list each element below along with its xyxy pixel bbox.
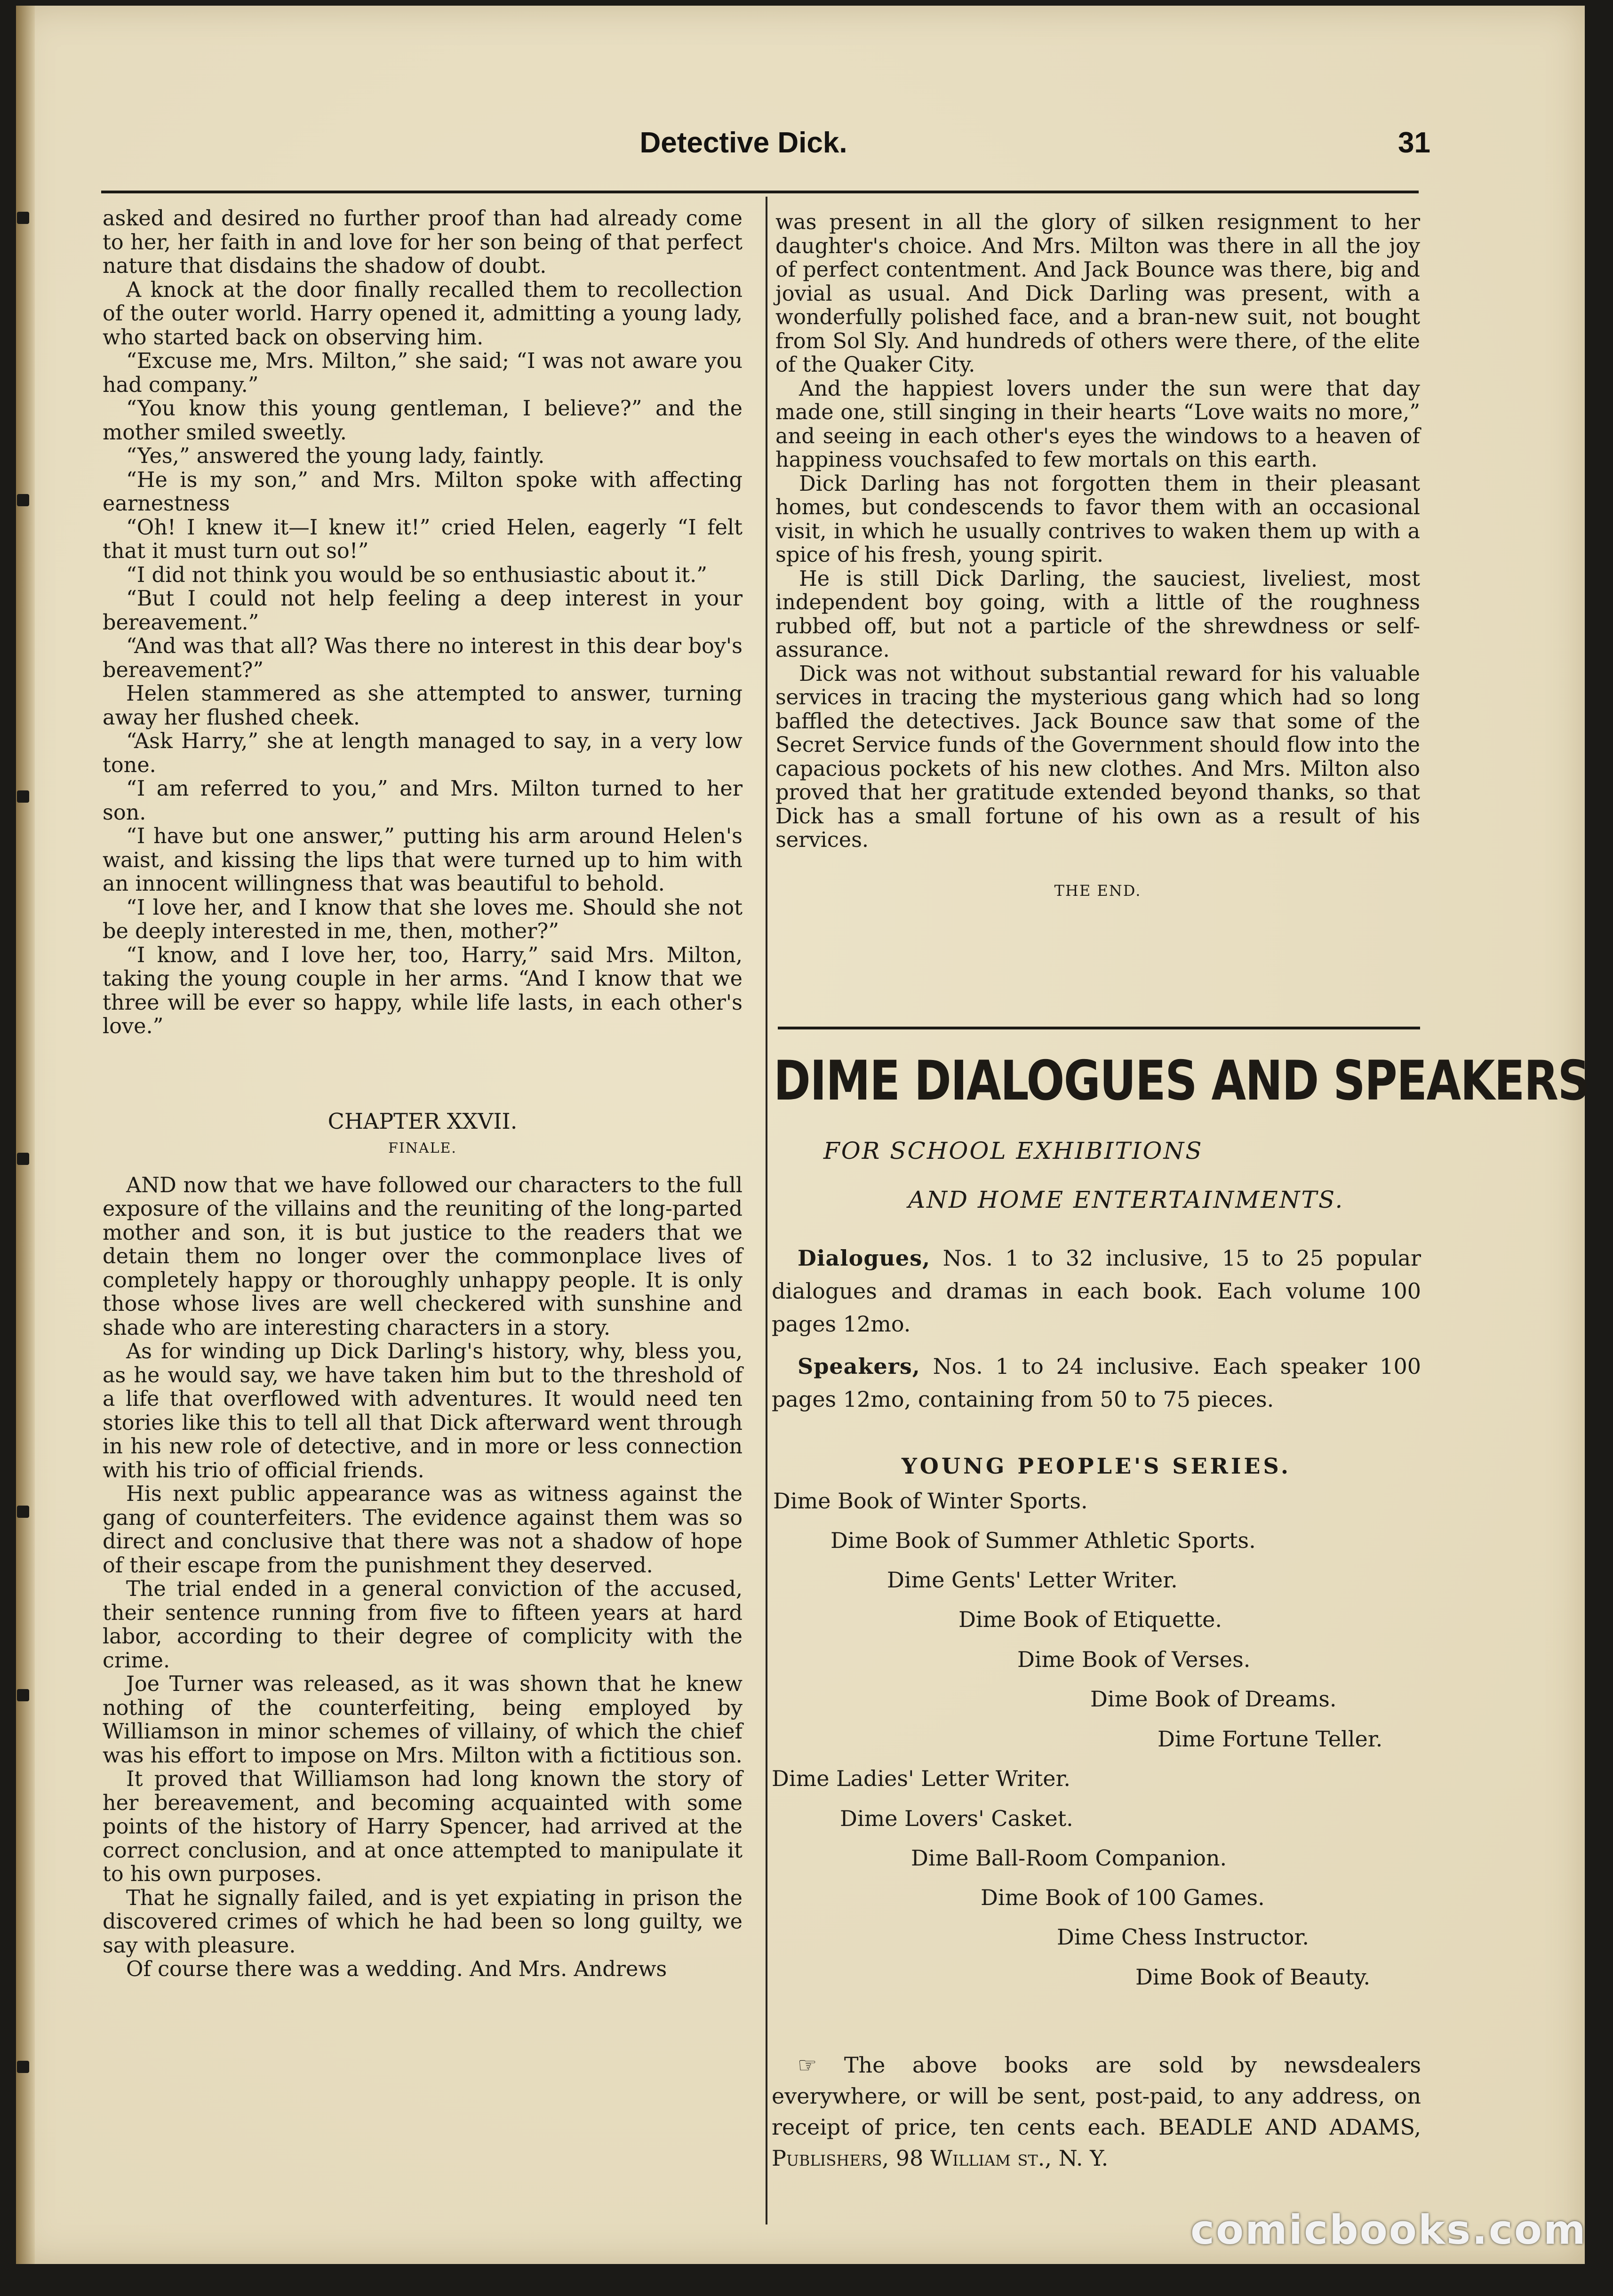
- publisher-line: BEADLE AND ADAMS, Publishers, 98 William st., N. Y.: [772, 2114, 1421, 2171]
- paragraph: That he signally failed, and is yet expiating in prison the discovered crimes of which he had been so long guilty, we say with pleasure.: [103, 1886, 743, 1958]
- paragraph: “Excuse me, Mrs. Milton,” she said; “I was not aware you had company.”: [103, 349, 743, 397]
- speakers-text: Nos. 1 to 24 inclusive. Each speaker 100 pages 12mo, containing from 50 to 75 pieces.: [772, 1354, 1421, 1412]
- series-item: Dime Book of Summer Athletic Sports.: [830, 1528, 1256, 1553]
- paragraph: Of course there was a wedding. And Mrs. Andrews: [126, 1957, 667, 1981]
- series-item: Dime Book of Verses.: [1017, 1647, 1251, 1672]
- right-column: [775, 211, 1420, 902]
- paragraph: And the happiest lovers under the sun were that day made one, still singing in their hearts “Love waits no more,” and seeing in each other's eyes the windows to a heaven of happiness vouchsafed to few mortals on this earth.: [775, 376, 1420, 472]
- staple-notch: [17, 1689, 29, 1701]
- paragraph: It proved that Williamson had long known the story of her bereavement, and becoming acquainted with some points of the history of Harry Spencer, had arrived at the correct conclusion, and at once attempted to manipulate it to his own purposes.: [103, 1767, 743, 1886]
- series-item: Dime Lovers' Casket.: [840, 1806, 1073, 1831]
- paragraph: The trial ended in a general conviction of the accused, their sentence running from five to fifteen years at hard labor, according to their degree of complicity with the crime.: [103, 1577, 743, 1673]
- binding-edge: [16, 6, 35, 2264]
- paragraph: “I love her, and I know that she loves me. Should she not be deeply interested in me, then, mother?”: [103, 895, 743, 943]
- the-end-label: THE END.: [1054, 881, 1142, 900]
- paragraph: “I have but one answer,” putting his arm around Helen's waist, and kissing the lips that were turned up to him with an innocent willingness that was beautiful to behold.: [103, 824, 743, 896]
- series-item: Dime Gents' Letter Writer.: [887, 1567, 1178, 1593]
- paragraph: “I did not think you would be so enthusiastic about it.”: [126, 563, 708, 587]
- pointing-hand-icon: ☞: [798, 2052, 817, 2078]
- paragraph: His next public appearance was as witness against the gang of counterfeiters. The evidence against them was so direct and conclusive that there was not a shadow of hope of their escape from the punishment they deserved.: [103, 1482, 743, 1578]
- paragraph: “You know this young gentleman, I believe?” and the mother smiled sweetly.: [103, 397, 743, 445]
- paragraph: AND now that we have followed our characters to the full exposure of the villains and the reuniting of the long-parted mother and son, it is but justice to the readers that we detain them no longer over the commonplace lives of completely happy or thoroughly unhappy people. It is only those whose lives are well checkered with sunshine and shade who are interesting characters in a story.: [103, 1173, 743, 1340]
- series-title: YOUNG PEOPLE'S SERIES.: [901, 1453, 1292, 1479]
- series-item: Dime Book of Dreams.: [1090, 1686, 1337, 1712]
- speakers-label: Speakers,: [798, 1354, 920, 1379]
- chapter-subtitle: FINALE.: [388, 1140, 457, 1156]
- staple-notch: [17, 1506, 29, 1518]
- paragraph: As for winding up Dick Darling's history, why, bless you, as he would say, we have taken him but to the threshold of a life that overflowed with adventures. It would need ten stories like this to tell all that Dick afterward went through in his new role of detective, and in more or less connection with his trio of official friends.: [103, 1339, 743, 1483]
- paragraph: asked and desired no further proof than had already come to her, her faith in and love for her son being of that perfect nature that disdains the shadow of doubt.: [103, 207, 743, 278]
- series-item: Dime Book of 100 Games.: [981, 1885, 1265, 1910]
- staple-notch: [17, 790, 29, 803]
- staple-notch: [17, 1153, 29, 1165]
- paragraph: was present in all the glory of silken resignment to her daughter's choice. And Mrs. Milton was there in all the joy of perfect contentment. And Jack Bounce was there, big and jovial as usual. And Dick Darling was present, with a wonderfully polished face, and a bran-new suit, not bought from Sol Sly. And hundreds of others were there, of the elite of the Quaker City.: [775, 210, 1420, 377]
- paragraph: Joe Turner was released, as it was shown that he knew nothing of the counterfeiting, being employed by Williamson in minor schemes of villainy, of which the chief was his effort to impose on Mrs. Milton with a fictitious son.: [103, 1672, 743, 1768]
- staple-notch: [17, 2061, 29, 2073]
- series-item: Dime Ball-Room Companion.: [911, 1845, 1227, 1871]
- series-item: Dime Chess Instructor.: [1057, 1924, 1309, 1950]
- header-rule: [101, 191, 1419, 193]
- dialogues-label: Dialogues,: [798, 1245, 931, 1271]
- running-head-title: Detective Dick.: [639, 127, 847, 159]
- paragraph: “I know, and I love her, too, Harry,” said Mrs. Milton, taking the young couple in her arms. “And I know that we three will be ever so happy, while life lasts, in each other's love.”: [103, 943, 743, 1038]
- series-item: Dime Book of Etiquette.: [958, 1607, 1222, 1632]
- series-item: Dime Book of Beauty.: [1135, 1964, 1371, 1990]
- paragraph: “But I could not help feeling a deep interest in your bereavement.”: [103, 587, 743, 635]
- left-column: [103, 207, 743, 1982]
- paragraph: “I am referred to you,” and Mrs. Milton turned to her son.: [103, 777, 743, 825]
- series-item: Dime Book of Winter Sports.: [773, 1488, 1088, 1514]
- watermark: comicbooks.com: [1190, 2207, 1587, 2254]
- dialogues-description: [772, 1242, 1421, 1340]
- series-list: [772, 1488, 1421, 1996]
- series-item: Dime Ladies' Letter Writer.: [772, 1766, 1071, 1791]
- staple-notch: [17, 212, 29, 224]
- ad-footer: [772, 2049, 1421, 2174]
- advertisement-rule: [778, 1027, 1420, 1029]
- paragraph: “And was that all? Was there no interest in this dear boy's bereavement?”: [103, 634, 743, 682]
- column-divider: [766, 197, 767, 2224]
- paragraph: Dick Darling has not forgotten them in their pleasant homes, but condescends to favor them with an occasional visit, in which he usually contrives to waken them up with a spice of his fresh, young spirit.: [775, 471, 1420, 567]
- advertisement: [772, 1049, 1589, 2171]
- ad-title: DIME DIALOGUES AND SPEAKERS: [774, 1049, 1589, 1113]
- paragraph: “Yes,” answered the young lady, faintly.: [126, 444, 545, 468]
- ad-footer-text: The above books are sold by newsdealers everywhere, or will be sent, post-paid, to any address, on receipt of price, ten cents each.: [772, 2052, 1421, 2140]
- paragraph: “He is my son,” and Mrs. Milton spoke with affecting earnestness: [103, 468, 743, 516]
- paragraph: A knock at the door finally recalled them to recollection of the outer world. Harry opened it, admitting a young lady, who started back on observing him.: [103, 278, 743, 350]
- page-number: 31: [1398, 127, 1430, 159]
- dialogues-text: Nos. 1 to 32 inclusive, 15 to 25 popular dialogues and dramas in each book. Each volume 100 pages 12mo.: [772, 1245, 1421, 1337]
- ad-subtitle: FOR SCHOOL EXHIBITIONS: [823, 1137, 1203, 1164]
- paragraph: Dick was not without substantial reward for his valuable services in tracing the mysterious gang which had so long baffled the detectives. Jack Bounce saw that some of the Secret Service funds of the Government should flow into the capacious pockets of his new clothes. And Mrs. Milton also proved that her gratitude extended beyond thanks, so that Dick has a small fortune of his own as a result of his services.: [775, 662, 1420, 852]
- paragraph: He is still Dick Darling, the sauciest, liveliest, most independent boy going, with a little of the roughness rubbed off, but not a particle of the shrewdness or self-assurance.: [775, 566, 1420, 662]
- chapter-title: CHAPTER XXVII.: [327, 1108, 518, 1134]
- speakers-description: [772, 1350, 1421, 1416]
- paragraph: “Oh! I knew it—I knew it!” cried Helen, eagerly “I felt that it must turn out so!”: [103, 515, 743, 563]
- staple-notch: [17, 494, 29, 506]
- series-item: Dime Fortune Teller.: [1158, 1726, 1383, 1752]
- paragraph: Helen stammered as she attempted to answer, turning away her flushed cheek.: [103, 682, 743, 730]
- ad-subtitle: AND HOME ENTERTAINMENTS.: [908, 1186, 1344, 1213]
- paragraph: “Ask Harry,” she at length managed to say, in a very low tone.: [103, 729, 743, 777]
